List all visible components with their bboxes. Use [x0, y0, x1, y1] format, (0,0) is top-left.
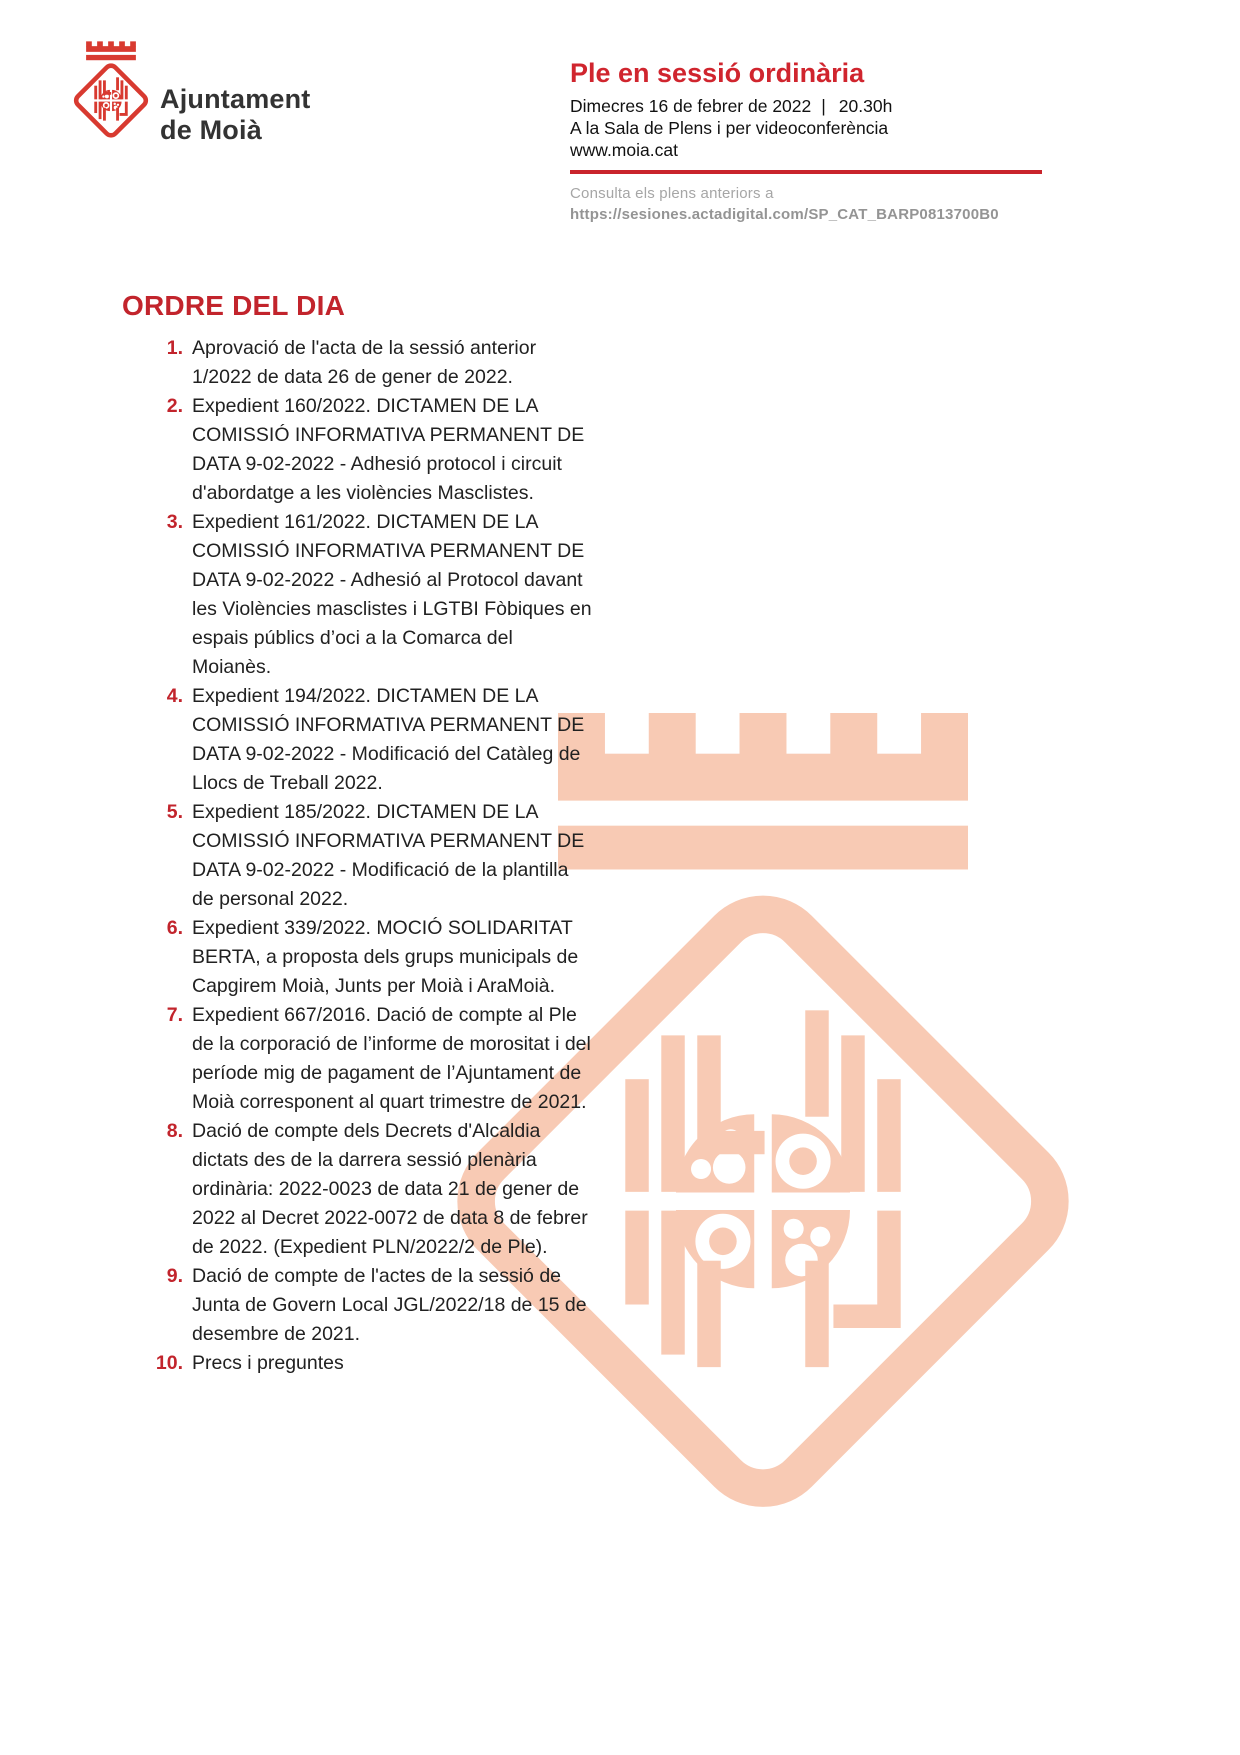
item-text: Expedient 160/2022. DICTAMEN DE LA COMISSIÓ INFORMATIVA PERMANENT DE DATA 9-02-2022 - Adhesió protocol i circuit d'abordatge a les violències Masclistes. — [192, 395, 585, 504]
item-number: 6. — [166, 917, 183, 939]
archive-url-link[interactable]: https://sesiones.actadigital.com/SP_CAT_BARP0813700B0 — [570, 206, 999, 223]
item-text: Expedient 339/2022. MOCIÓ SOLIDARITAT BERTA, a proposta dels grups municipals de Capgirem Moià, Junts per Moià i AraMoià. — [192, 917, 579, 997]
session-location: A la Sala de Plens i per videoconferència — [570, 118, 889, 138]
separator: | — [821, 96, 826, 116]
item-number: 8. — [166, 1120, 183, 1142]
agenda-item — [148, 334, 594, 392]
session-time: 20.30h — [838, 96, 893, 116]
item-text: Dació de compte de l'actes de la sessió de Junta de Govern Local JGL/2022/18 de 15 de desembre de 2021. — [192, 1265, 587, 1345]
agenda-item — [148, 682, 594, 798]
item-text: Expedient 161/2022. DICTAMEN DE LA COMISSIÓ INFORMATIVA PERMANENT DE DATA 9-02-2022 - Adhesió al Protocol davant les Violències masclistes i LGTBI Fòbiques en espais públics d’oci a la Comarca del Moianès. — [192, 511, 592, 678]
item-number: 4. — [166, 685, 183, 707]
item-text: Expedient 194/2022. DICTAMEN DE LA COMISSIÓ INFORMATIVA PERMANENT DE DATA 9-02-2022 - Modificació del Catàleg de Llocs de Treball 2022. — [192, 685, 585, 794]
session-title: Ple en sessió ordinària — [570, 58, 865, 88]
agenda-item — [148, 914, 594, 1001]
item-text: Expedient 667/2016. Dació de compte al Ple de la corporació de l’informe de morositat i del període mig de pagament de l’Ajuntament de Moià corresponent al quart trimestre de 2021. — [192, 1004, 591, 1113]
archive-label: Consulta els plens anteriors a — [570, 185, 774, 202]
website-link[interactable]: www.moia.cat — [570, 140, 678, 160]
moia-coat-of-arms-icon — [73, 41, 149, 141]
item-number: 7. — [166, 1004, 183, 1026]
item-number: 5. — [166, 801, 183, 823]
agenda-item — [148, 1117, 594, 1262]
red-divider — [570, 170, 1042, 174]
item-number: 3. — [166, 511, 183, 533]
agenda-item — [148, 1001, 594, 1117]
item-text: Dació de compte dels Decrets d'Alcaldia dictats des de la darrera sessió plenària ordinària: 2022-0023 de data 21 de gener de 2022 al Decret 2022-0072 de data 8 de febrer de 2022. (Expedient PLN/2022/2 de Ple). — [192, 1120, 588, 1258]
session-datetime — [570, 95, 1050, 117]
session-date: Dimecres 16 de febrer de 2022 — [570, 96, 812, 116]
agenda-item — [148, 508, 594, 682]
item-text: Expedient 185/2022. DICTAMEN DE LA COMISSIÓ INFORMATIVA PERMANENT DE DATA 9-02-2022 - Modificació de la plantilla de personal 2022. — [192, 801, 585, 910]
item-number: 10. — [155, 1352, 183, 1374]
item-number: 2. — [166, 395, 183, 417]
logo-line-1: Ajuntament — [160, 84, 311, 114]
agenda-item — [148, 1349, 594, 1378]
agenda-item — [148, 1262, 594, 1349]
agenda-item — [148, 392, 594, 508]
agenda-title: ORDRE DEL DIA — [122, 290, 345, 321]
item-text: Precs i preguntes — [192, 1352, 344, 1374]
session-info — [570, 58, 1050, 224]
item-number: 9. — [166, 1265, 183, 1287]
item-text: Aprovació de l'acta de la sessió anterior 1/2022 de data 26 de gener de 2022. — [192, 337, 537, 388]
item-number: 1. — [166, 337, 183, 359]
agenda-list — [148, 334, 594, 1378]
logo-wordmark — [160, 84, 311, 146]
agenda-item — [148, 798, 594, 914]
logo-line-2: de Moià — [160, 115, 262, 145]
